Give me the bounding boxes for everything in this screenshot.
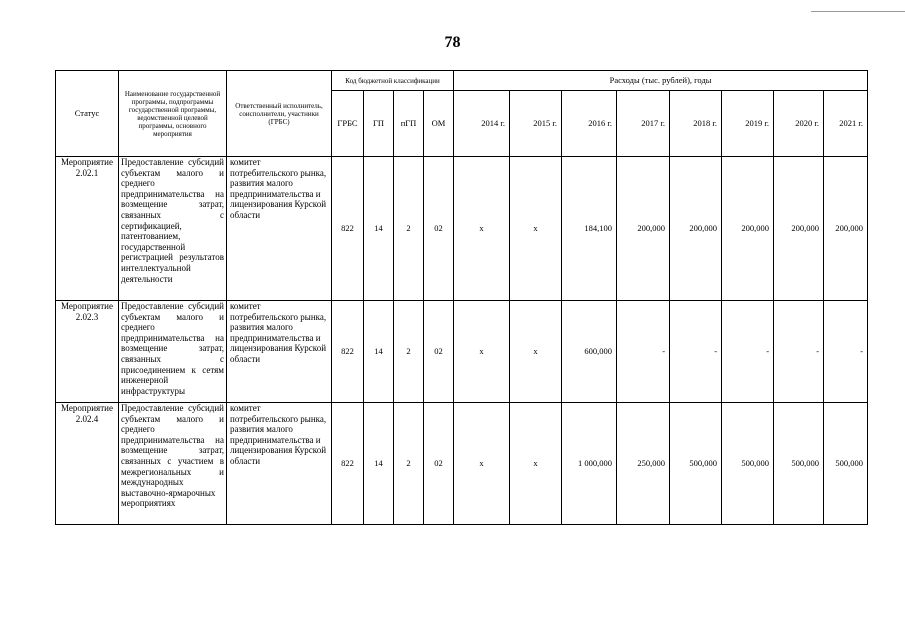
header-program-name: Наименование государственной программы, подпрограммы государственной программы, ведомственной целевой программы, основного мероприятия [119, 71, 227, 157]
row-value-2014: x [454, 157, 510, 301]
table-row [56, 403, 868, 525]
header-year-2017: 2017 г. [617, 91, 670, 157]
row-value-2019: - [722, 301, 774, 403]
row-value-2021: 200,000 [824, 157, 868, 301]
row-value-2018: - [670, 301, 722, 403]
row-status: Мероприятие 2.02.1 [56, 157, 119, 301]
row-executor: комитет потребительского рынка, развития малого предпринимательства и лицензирования Курской области [227, 157, 332, 301]
row-code-grbs: 822 [332, 301, 364, 403]
row-value-2018: 500,000 [670, 403, 722, 525]
header-year-2014: 2014 г. [454, 91, 510, 157]
header-budget-code: Код бюджетной классификации [332, 71, 454, 91]
row-value-2021: 500,000 [824, 403, 868, 525]
row-code-gp: 14 [364, 157, 394, 301]
header-executor: Ответственный исполнитель, соисполнители, участники (ГРБС) [227, 71, 332, 157]
row-code-grbs: 822 [332, 157, 364, 301]
row-code-pgp: 2 [394, 301, 424, 403]
row-code-om: 02 [424, 301, 454, 403]
header-code-pgp: пГП [394, 91, 424, 157]
row-code-gp: 14 [364, 301, 394, 403]
row-executor: комитет потребительского рынка, развития малого предпринимательства и лицензирования Курской области [227, 403, 332, 525]
header-year-2016: 2016 г. [562, 91, 617, 157]
row-program-name: Предоставление субсидий субъектам малого и среднего предпринимательства на возмещение затрат, связанных с сертификацией, патентованием, государственной регистрацией результатов интеллектуальной деятельности [119, 157, 227, 301]
table-row [56, 301, 868, 403]
row-value-2015: x [510, 301, 562, 403]
row-executor: комитет потребительского рынка, развития малого предпринимательства и лицензирования Курской области [227, 301, 332, 403]
row-value-2021: - [824, 301, 868, 403]
header-year-2018: 2018 г. [670, 91, 722, 157]
row-value-2016: 184,100 [562, 157, 617, 301]
row-value-2017: 200,000 [617, 157, 670, 301]
row-code-om: 02 [424, 157, 454, 301]
row-value-2016: 600,000 [562, 301, 617, 403]
header-year-2021: 2021 г. [824, 91, 868, 157]
header-code-grbs: ГРБС [332, 91, 364, 157]
header-status: Статус [56, 71, 119, 157]
row-value-2020: 500,000 [774, 403, 824, 525]
row-status: Мероприятие 2.02.3 [56, 301, 119, 403]
row-value-2017: - [617, 301, 670, 403]
row-value-2018: 200,000 [670, 157, 722, 301]
row-value-2015: x [510, 403, 562, 525]
top-edge-line [811, 11, 905, 12]
row-program-name: Предоставление субсидий субъектам малого и среднего предпринимательства на возмещение затрат, связанных с присоединением к сетям инженерной инфраструктуры [119, 301, 227, 403]
row-code-pgp: 2 [394, 403, 424, 525]
row-program-name: Предоставление субсидий субъектам малого и среднего предпринимательства на возмещение затрат, связанных с участием в межрегиональных и международных выставочно-ярмарочных мероприятиях [119, 403, 227, 525]
row-value-2019: 200,000 [722, 157, 774, 301]
row-value-2015: x [510, 157, 562, 301]
header-year-2015: 2015 г. [510, 91, 562, 157]
page-number: 78 [444, 34, 461, 51]
row-code-grbs: 822 [332, 403, 364, 525]
row-code-om: 02 [424, 403, 454, 525]
row-status: Мероприятие 2.02.4 [56, 403, 119, 525]
row-value-2020: - [774, 301, 824, 403]
header-code-om: ОМ [424, 91, 454, 157]
budget-table [55, 70, 868, 525]
table-row [56, 157, 868, 301]
row-value-2019: 500,000 [722, 403, 774, 525]
row-value-2014: x [454, 403, 510, 525]
row-value-2016: 1 000,000 [562, 403, 617, 525]
row-value-2020: 200,000 [774, 157, 824, 301]
row-value-2017: 250,000 [617, 403, 670, 525]
header-year-2020: 2020 г. [774, 91, 824, 157]
row-code-gp: 14 [364, 403, 394, 525]
row-value-2014: x [454, 301, 510, 403]
header-code-gp: ГП [364, 91, 394, 157]
header-expenses: Расходы (тыс. рублей), годы [454, 71, 868, 91]
header-year-2019: 2019 г. [722, 91, 774, 157]
row-code-pgp: 2 [394, 157, 424, 301]
